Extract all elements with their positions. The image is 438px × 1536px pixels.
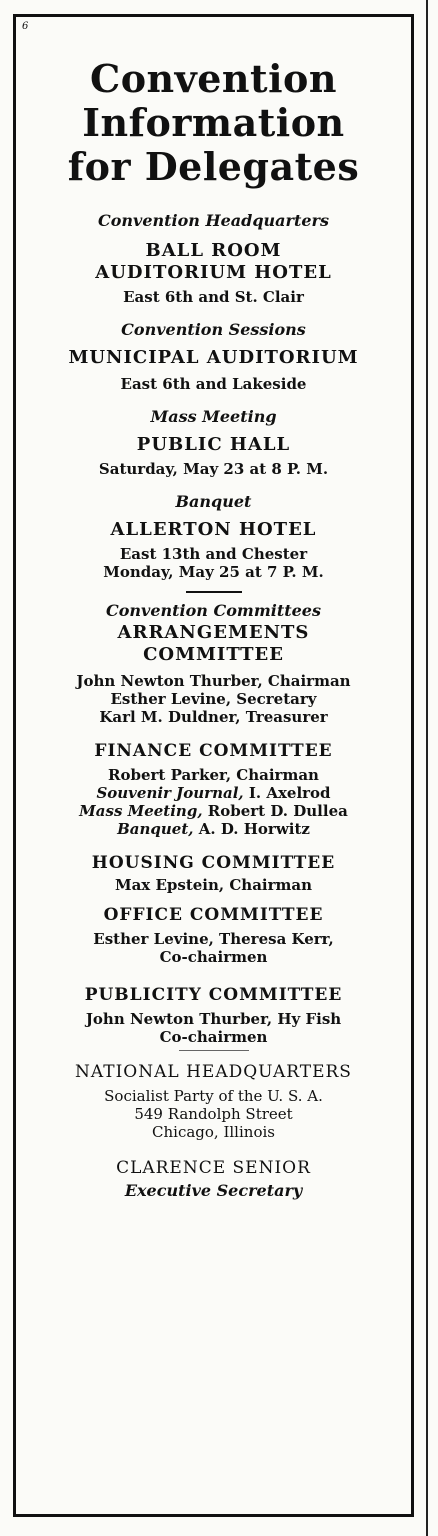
committee-line: John Newton Thurber, Hy Fish [85,1010,342,1028]
committee-line: Co-chairmen [159,948,268,966]
committee-line [16,802,411,820]
signatory-name: CLARENCE SENIOR [116,1158,311,1178]
section-line: East 6th and Lakeside [120,375,307,393]
national-line: 549 Randolph Street [134,1105,293,1123]
national-line: Socialist Party of the U. S. A. [104,1087,323,1105]
section-label: Mass Meeting [150,407,277,426]
committee-heading: ARRANGEMENTS [117,622,310,643]
section-heading: BALL ROOM [145,240,282,261]
committee-line: Co-chairmen [159,1028,268,1046]
section-heading: PUBLIC HALL [136,434,291,455]
section-line: Monday, May 25 at 7 P. M. [103,563,324,581]
sessions-section [16,320,411,393]
committee-member: Robert D. Dullea [207,802,348,820]
committee-heading: OFFICE COMMITTEE [103,905,324,925]
column-rule [426,0,428,1536]
section-label: Convention Committees [106,601,321,620]
committee-line: Esther Levine, Theresa Kerr, [93,930,334,948]
section-label: Banquet [175,492,252,511]
committee-heading: HOUSING COMMITTEE [91,853,336,873]
divider [179,1050,249,1051]
national-line: Chicago, Illinois [152,1123,275,1141]
section-heading: ALLERTON HOTEL [110,519,317,540]
section-line: East 6th and St. Clair [123,288,304,306]
committee-line: Max Epstein, Chairman [114,876,313,894]
signatory-title: Executive Secretary [124,1181,303,1200]
mass-meeting-section [16,407,411,478]
section-line: Saturday, May 23 at 8 P. M. [98,460,329,478]
committee-line: Esther Levine, Secretary [110,690,317,708]
committee-line: Karl M. Duldner, Treasurer [99,708,328,726]
national-headquarters-section [16,1061,411,1141]
banquet-section [16,492,411,581]
committee-line: John Newton Thurber, Chairman [76,672,351,690]
committee-member: A. D. Horwitz [198,820,310,838]
committee-line: Robert Parker, Chairman [108,766,319,784]
announcement-box [13,14,414,1517]
announcement-content [16,17,411,1514]
divider [186,591,242,593]
section-heading: AUDITORIUM HOTEL [95,262,332,283]
committee-line [16,784,411,802]
headline-line: for Delegates [67,144,360,189]
signature-section [16,1157,411,1200]
headquarters-section [16,211,411,306]
national-heading: NATIONAL HEADQUARTERS [75,1062,352,1082]
headline-line: Convention [89,56,338,101]
headline [16,57,411,189]
committee-line [16,820,411,838]
committee-role: Mass Meeting, [79,802,203,820]
headline-line: Information [82,100,345,145]
section-heading: MUNICIPAL AUDITORIUM [68,347,359,368]
section-label: Convention Sessions [121,320,306,339]
committee-heading: FINANCE COMMITTEE [94,741,333,761]
committee-role: Souvenir Journal, [96,784,244,802]
corner-mark: 6 [22,21,29,32]
committee-member: I. Axelrod [248,784,331,802]
committee-heading: COMMITTEE [143,644,284,665]
section-line: East 13th and Chester [119,545,308,563]
committee-role: Banquet, [117,820,194,838]
committees-section [16,601,411,1046]
section-label: Convention Headquarters [98,211,329,230]
committee-heading: PUBLICITY COMMITTEE [84,985,343,1005]
